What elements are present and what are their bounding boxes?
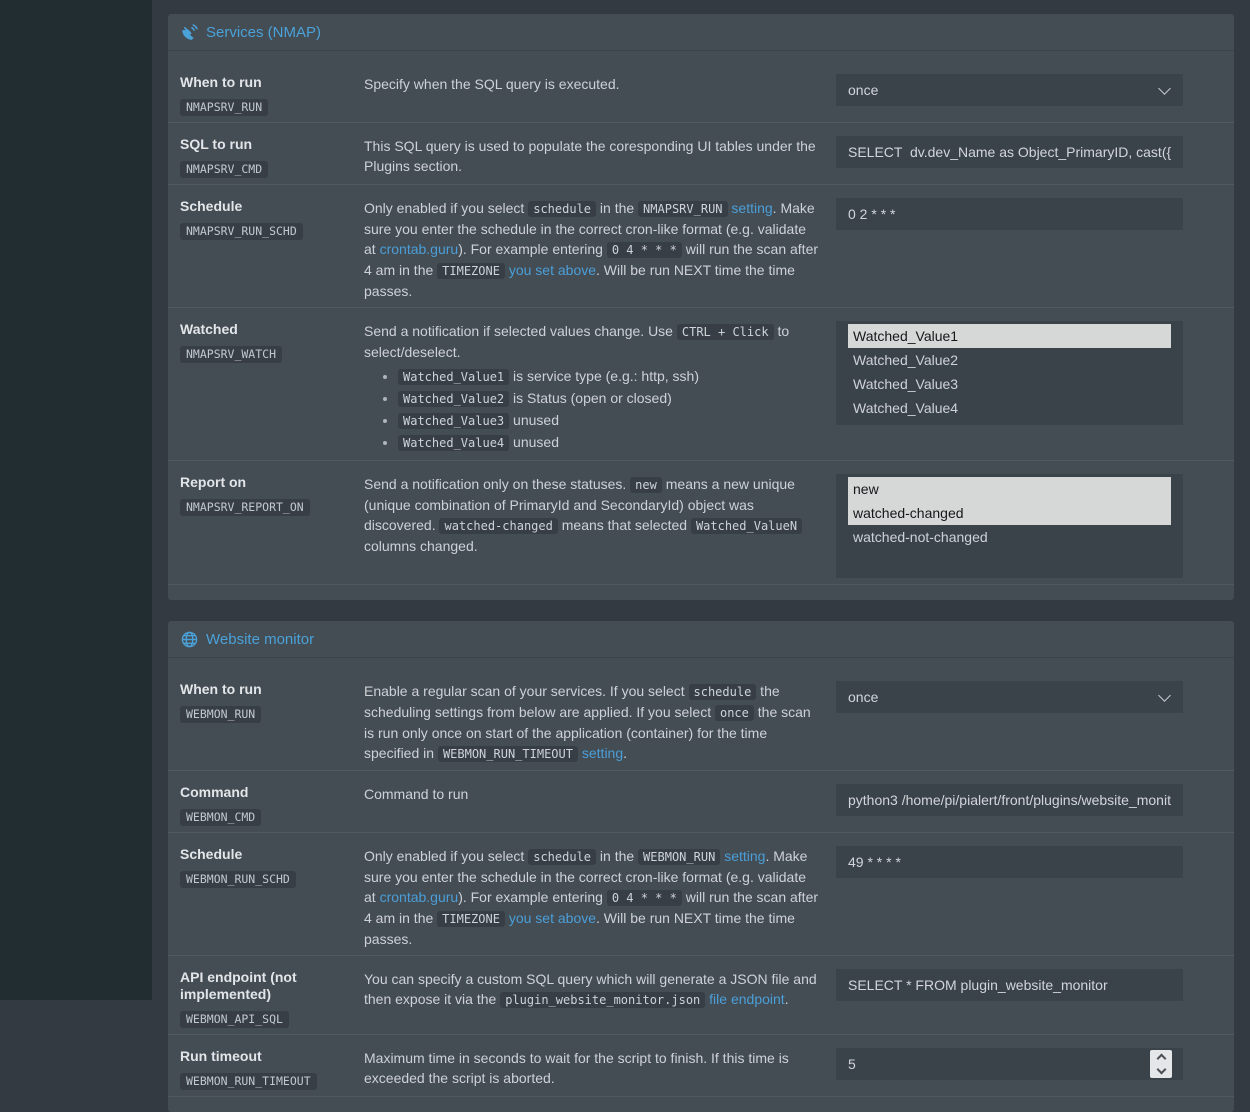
settings-row [168,1035,1234,1097]
settings-row [168,771,1234,833]
description-text: . Will be run NEXT time the time passes. [364,262,795,299]
inline-code-badge: Watched_Value2 [398,391,509,407]
description-text: ). For example entering [458,889,607,905]
setting-description [364,136,836,178]
setting-description [364,969,836,1028]
number-field [836,1048,1183,1080]
inline-code-badge: Watched_Value4 [398,435,509,451]
setting-description [364,681,836,764]
setting-key-badge: WEBMON_CMD [180,809,261,826]
inline-link[interactable]: setting [581,745,624,761]
setting-description [364,1048,836,1090]
panel-header [168,621,1234,658]
setting-label: Report on [180,474,247,490]
description-text: You can specify a custom SQL query which will generate a JSON file and then expose it via the [364,971,817,1007]
bullet-item [398,388,820,410]
description-text: Only enabled if you select [364,848,529,864]
panel-footer-pad [168,585,1234,600]
webmon-api-sql-input[interactable] [836,969,1183,1001]
setting-label-cell [168,681,364,764]
description-text: . [623,745,628,761]
inline-link[interactable]: setting [731,200,773,216]
listbox-option[interactable]: watched-not-changed [853,529,988,545]
setting-key-badge: WEBMON_API_SQL [180,1011,289,1028]
setting-control-cell [836,474,1234,578]
setting-control-cell [836,321,1234,454]
setting-description [364,784,836,826]
settings-content [152,0,1250,1088]
inline-code-badge: Watched_Value3 [398,413,509,429]
bullet-item [398,432,820,454]
inline-code-badge: WEBMON_RUN [638,849,720,865]
description-text: in the [596,848,639,864]
setting-key-badge: WEBMON_RUN_SCHD [180,871,296,888]
description-text: . [784,991,789,1007]
setting-label: API endpoint (not implemented) [180,969,297,1002]
description-text: Maximum time in seconds to wait for the script to finish. If this time is exceeded the script is aborted. [364,1050,789,1086]
inline-code-badge: TIMEZONE [437,911,505,927]
chevron-down-icon [1158,689,1171,702]
setting-control-cell [836,784,1234,826]
description-text: will run the scan after 4 am in the [364,889,819,926]
inline-code-badge: CTRL + Click [677,324,774,340]
setting-control-cell [836,681,1234,764]
webmon-run-schd-input[interactable] [836,846,1183,878]
inline-link[interactable]: crontab.guru [379,241,459,257]
setting-label: Command [180,784,249,800]
setting-description [364,321,836,454]
setting-key-badge: NMAPSRV_REPORT_ON [180,499,310,516]
setting-key-badge: NMAPSRV_WATCH [180,346,282,363]
setting-key-badge: WEBMON_RUN_TIMEOUT [180,1073,317,1090]
sidebar [0,0,152,1000]
inline-code-badge: schedule [528,201,596,217]
description-text: Only enabled if you select [364,200,529,216]
nmapsrv-report-on-listbox [836,474,1183,578]
setting-label: SQL to run [180,136,253,152]
description-text: Enable a regular scan of your services. If you select [364,683,689,699]
description-text: columns changed. [364,538,478,554]
description-text: . Make sure you enter the schedule in the correct cron-like format (e.g. validate at [364,848,808,905]
description-text: will run the scan after 4 am in the [364,241,819,278]
panel-title: Services (NMAP) [206,24,322,41]
settings-row [168,668,1234,771]
panel-title: Website monitor [206,631,315,648]
number-spinner[interactable] [1150,1050,1172,1078]
setting-label-cell [168,969,364,1028]
setting-control-cell [836,136,1234,178]
description-bullets [364,366,820,454]
settings-row [168,833,1234,956]
description-text: is Status (open or closed) [509,390,672,406]
setting-control-cell [836,198,1234,301]
settings-rows [168,658,1234,1097]
spinner-up-icon [1156,1054,1166,1064]
setting-label-cell [168,474,364,578]
setting-control-cell [836,969,1234,1028]
description-text: This SQL query is used to populate the coresponding UI tables under the Plugins section. [364,138,816,174]
panel-footer-pad [168,1097,1234,1112]
webmon-cmd-input[interactable] [836,784,1183,816]
webmon-run-select[interactable] [836,681,1183,713]
settings-row [168,956,1234,1035]
select-value: once [848,689,879,705]
setting-label-cell [168,321,364,454]
bullet-item [398,410,820,432]
inline-code-badge: 0 4 * * * [607,242,682,258]
setting-label-cell [168,846,364,949]
setting-key-badge: NMAPSRV_RUN_SCHD [180,223,303,240]
setting-label-cell [168,136,364,178]
setting-description [364,846,836,949]
nmapsrv-cmd-input[interactable] [836,136,1183,168]
listbox-option[interactable]: watched-changed [848,501,1171,525]
inline-link[interactable]: file endpoint [709,991,785,1007]
setting-description [364,198,836,301]
listbox-option[interactable]: new [848,477,1171,501]
setting-key-badge: WEBMON_RUN [180,706,261,723]
description-text: Command to run [364,786,469,802]
chevron-down-icon [1158,82,1171,95]
inline-code-badge: new [630,477,662,493]
nmapsrv-watch-listbox [836,321,1183,425]
setting-control-cell [836,846,1234,949]
description-text: in the [596,200,639,216]
settings-rows [168,51,1234,585]
description-text: Specify when the SQL query is executed. [364,76,620,92]
settings-row [168,61,1234,123]
listbox-option[interactable]: Watched_Value4 [853,400,959,416]
inline-link[interactable]: setting [724,848,766,864]
globe-icon [181,631,198,648]
description-text: to select/deselect. [364,323,790,360]
description-text: the scheduling settings from below are applied. If you select [364,683,780,720]
setting-label-cell [168,74,364,116]
webmon-run-timeout-input[interactable] [836,1048,1183,1080]
description-text: unused [509,412,559,428]
setting-key-badge: NMAPSRV_RUN [180,99,268,116]
settings-row [168,461,1234,585]
select-value: once [848,82,879,98]
listbox-option[interactable]: Watched_Value1 [848,324,1171,348]
listbox-option[interactable]: Watched_Value3 [853,376,959,392]
inline-link[interactable]: you set above [508,262,597,278]
satellite-dish-icon [181,24,198,41]
setting-label: Schedule [180,846,243,862]
inline-code-badge: NMAPSRV_RUN [638,201,727,217]
spinner-down-icon [1156,1065,1166,1075]
description-text: . Will be run NEXT time the time passes. [364,910,795,947]
description-text: the scan is run only once on start of the application (container) for the time specified in [364,704,811,761]
setting-label: When to run [180,74,262,90]
inline-code-badge: TIMEZONE [437,263,505,279]
setting-description [364,74,836,116]
inline-code-badge: Watched_ValueN [691,518,802,534]
description-text: . Make sure you enter the schedule in the correct cron-like format (e.g. validate at [364,200,815,257]
inline-code-badge: WEBMON_RUN_TIMEOUT [438,746,578,762]
description-text: Send a notification only on these statuses. [364,476,631,492]
inline-code-badge: schedule [528,849,596,865]
inline-code-badge: plugin_website_monitor.json [500,992,705,1008]
inline-link[interactable]: crontab.guru [379,889,459,905]
description-text: Send a notification if selected values change. Use [364,323,677,339]
bullet-item [398,366,820,388]
setting-label: Run timeout [180,1048,262,1064]
setting-label: Schedule [180,198,243,214]
settings-row [168,185,1234,308]
description-text: means that selected [557,517,691,533]
setting-label: When to run [180,681,262,697]
settings-row [168,308,1234,461]
inline-code-badge: watched-changed [439,518,557,534]
inline-link[interactable]: you set above [508,910,597,926]
setting-label-cell [168,198,364,301]
description-text: unused [509,434,559,450]
nmapsrv-run-select[interactable] [836,74,1183,106]
panel-header [168,14,1234,51]
inline-code-badge: Watched_Value1 [398,369,509,385]
settings-row [168,123,1234,185]
settings-panel [168,621,1234,1112]
listbox-option[interactable]: Watched_Value2 [853,352,959,368]
inline-code-badge: once [715,705,754,721]
setting-key-badge: NMAPSRV_CMD [180,161,268,178]
setting-control-cell [836,74,1234,116]
inline-code-badge: 0 4 * * * [607,890,682,906]
description-text: is service type (e.g.: http, ssh) [509,368,700,384]
description-text: means a new unique (unique combination of PrimaryId and SecondaryId) object was discovered. [364,476,795,533]
setting-control-cell [836,1048,1234,1090]
nmapsrv-run-schd-input[interactable] [836,198,1183,230]
description-text: ). For example entering [458,241,607,257]
setting-label: Watched [180,321,238,337]
setting-label-cell [168,1048,364,1090]
setting-label-cell [168,784,364,826]
setting-description [364,474,836,578]
inline-code-badge: schedule [689,684,757,700]
settings-panel [168,14,1234,600]
